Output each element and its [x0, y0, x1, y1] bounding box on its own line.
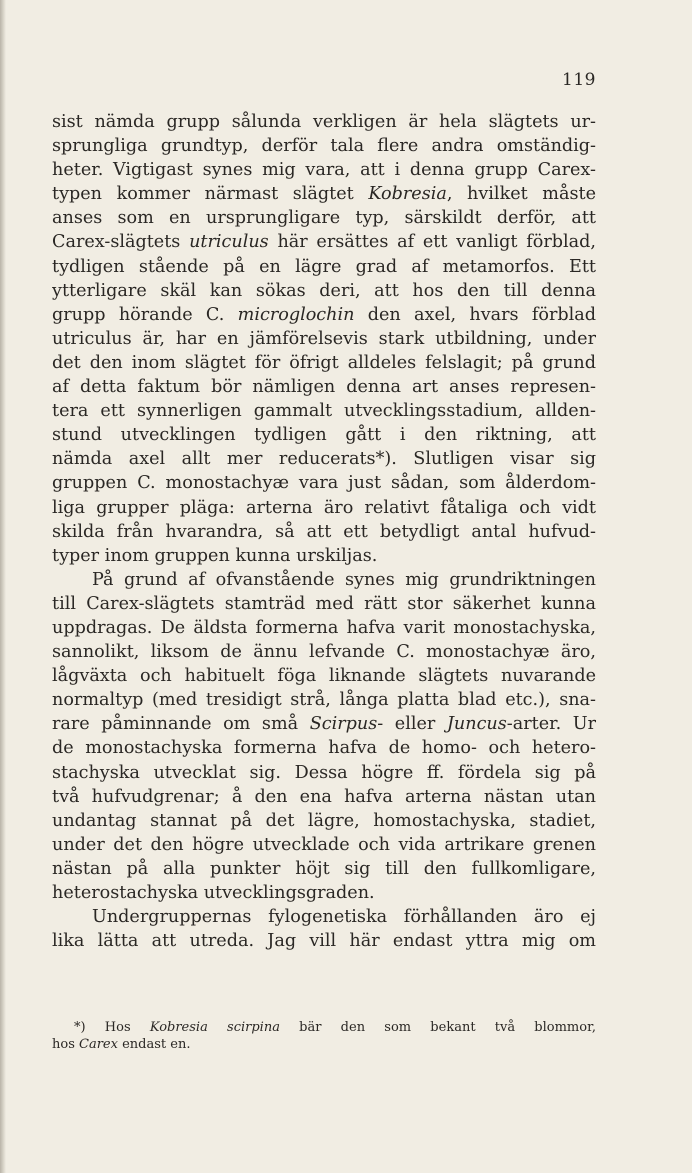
body-line: typer inom gruppen kunna urskiljas.	[52, 545, 378, 566]
body-line: gruppen C. monostachyæ vara just sådan, som ålderdom-	[52, 473, 596, 494]
body-line: nämda axel allt mer reducerats*). Slutligen visar sig	[52, 449, 596, 470]
body-line: de monostachyska formerna hafva de homo- och hetero-	[52, 738, 596, 759]
body-line: under det den högre utvecklade och vida artrikare grenen	[52, 834, 596, 855]
body-line: lika lätta att utreda. Jag vill här endast yttra mig om	[52, 931, 596, 952]
body-line: tydligen stående på en lägre grad af metamorfos. Ett	[52, 256, 596, 277]
body-line: till Carex-slägtets stamträd med rätt stor säkerhet kunna	[52, 593, 596, 614]
body-line: af detta faktum bör nämligen denna art anses represen-	[52, 377, 596, 398]
page-edge	[0, 0, 6, 1173]
body-line: uppdragas. De äldsta formerna hafva varit monostachyska,	[52, 617, 596, 638]
footnote-line: hos Carex endast en.	[52, 1037, 191, 1052]
body-line: heter. Vigtigast synes mig vara, att i denna grupp Carex-	[52, 160, 596, 181]
body-line: Carex-slägtets utriculus här ersättes af ett vanligt förblad,	[52, 232, 596, 253]
body-text	[52, 110, 596, 953]
body-line: lågväxta och habituelt föga liknande slägtets nuvarande	[52, 666, 596, 687]
body-line: heterostachyska utvecklingsgraden.	[52, 883, 375, 903]
body-line: typen kommer närmast slägtet Kobresia, hvilket måste	[52, 184, 596, 205]
body-line: anses som en ursprungligare typ, särskildt derför, att	[52, 208, 596, 229]
body-line: tera ett synnerligen gammalt utvecklingsstadium, allden-	[52, 401, 596, 422]
body-line: det den inom slägtet för öfrigt alldeles felslagit; på grund	[52, 352, 596, 373]
footnote	[52, 1019, 596, 1053]
footnote-line: *) Hos Kobresia scirpina bär den som bekant två blommor,	[74, 1020, 596, 1035]
body-line: nästan på alla punkter höjt sig till den fullkomligare,	[52, 858, 596, 879]
body-line: grupp hörande C. microglochin den axel, hvars förblad	[52, 304, 596, 325]
body-line: skilda från hvarandra, så att ett betydligt antal hufvud-	[52, 521, 596, 542]
body-line: liga grupper pläga: arterna äro relativt fåtaliga och vidt	[52, 497, 596, 518]
body-line: ytterligare skäl kan sökas deri, att hos den till denna	[52, 280, 596, 301]
body-line: utriculus är, har en jämförelsevis stark utbildning, under	[52, 328, 596, 349]
body-line: undantag stannat på det lägre, homostachyska, stadiet,	[52, 810, 596, 831]
body-line: Undergruppernas fylogenetiska förhållanden äro ej	[92, 907, 596, 928]
body-line: två hufvudgrenar; å den ena hafva arterna nästan utan	[52, 786, 596, 807]
body-line: stund utvecklingen tydligen gått i den riktning, att	[52, 425, 596, 446]
body-line: sannolikt, liksom de ännu lefvande C. monostachyæ äro,	[52, 642, 596, 663]
body-line: sprungliga grundtyp, derför tala flere andra omständig-	[52, 136, 596, 157]
body-line: rare påminnande om små Scirpus- eller Juncus-arter. Ur	[52, 714, 596, 735]
body-line: stachyska utvecklat sig. Dessa högre ff. fördela sig på	[52, 762, 596, 783]
body-line: sist nämda grupp sålunda verkligen är hela slägtets ur-	[52, 112, 596, 132]
body-line: På grund af ofvanstående synes mig grundriktningen	[92, 569, 596, 590]
page-number: 119	[562, 70, 596, 90]
body-line: normaltyp (med tresidigt strå, långa platta blad etc.), sna-	[52, 690, 596, 711]
